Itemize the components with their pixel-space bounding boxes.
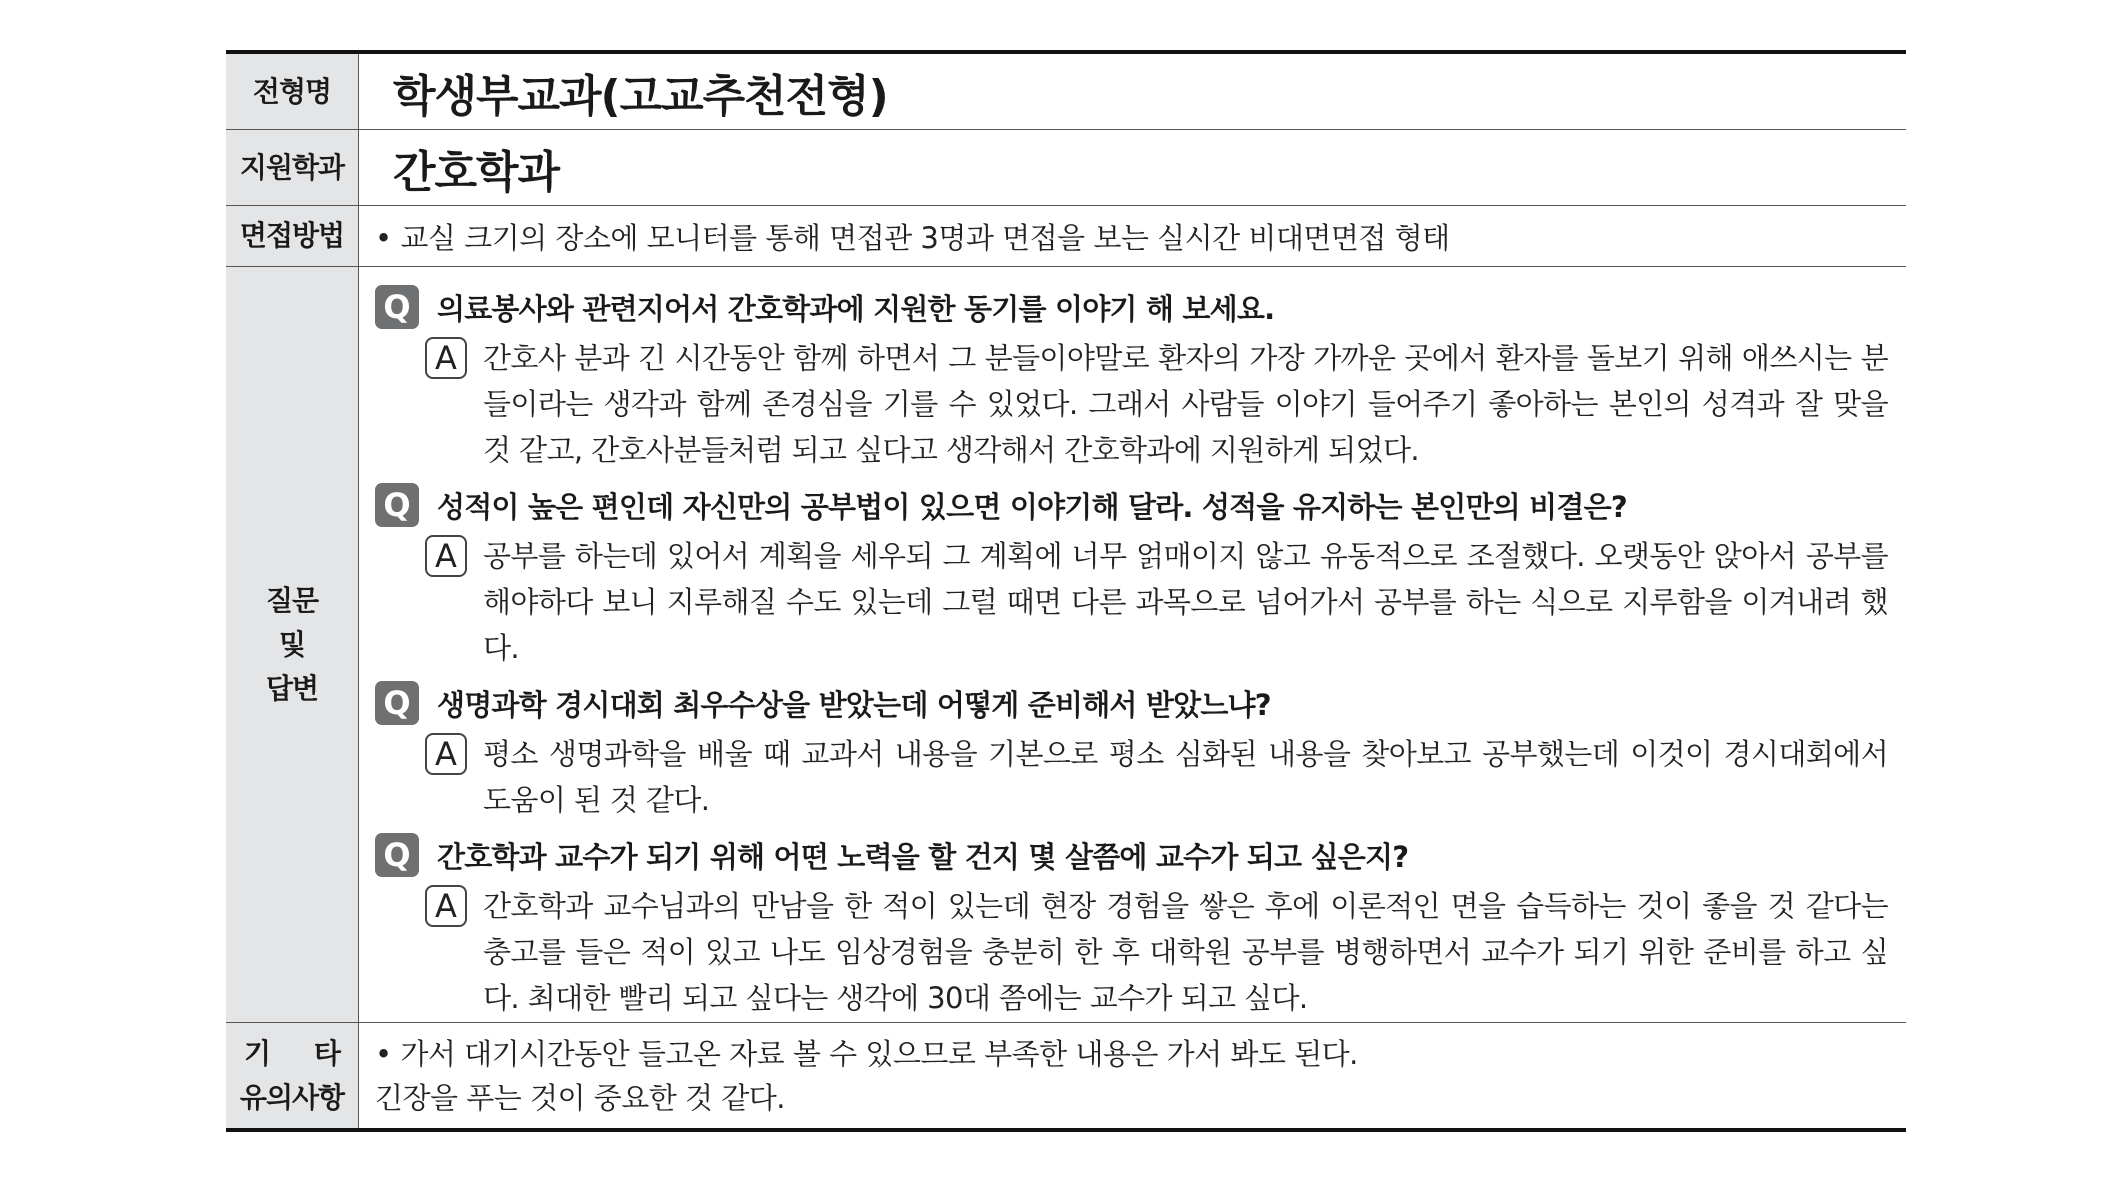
label-qa-line: 답변 [265, 671, 319, 705]
label-department: 지원학과 [226, 130, 359, 205]
label-other-line2: 유의사항 [239, 1080, 345, 1114]
label-qa-line: 및 [278, 627, 306, 661]
question-item [375, 681, 1888, 725]
answer-icon: A [425, 535, 467, 577]
question-text: 간호학과 교수가 되기 위해 어떤 노력을 할 건지 몇 살쯤에 교수가 되고 싶은지? [437, 839, 1409, 874]
other-notes-cell [359, 1023, 1906, 1128]
question-text: 생명과학 경시대회 최우수상을 받았는데 어떻게 준비해서 받았느냐? [437, 687, 1271, 722]
question-text: 성적이 높은 편인데 자신만의 공부법이 있으면 이야기해 달라. 성적을 유지하는 본인만의 비결은? [437, 489, 1627, 524]
row-interview-method [226, 206, 1906, 267]
label-other-line1: 기 타 [244, 1036, 340, 1070]
admission-type-value: 학생부교과(고교추천전형) [393, 70, 888, 122]
qa-cell [359, 267, 1906, 1022]
question-icon: Q [375, 483, 419, 527]
answer-text: 간호학과 교수님과의 만남을 한 적이 있는데 현장 경험을 쌓은 후에 이론적인 면을 습득하는 것이 좋을 것 같다는 충고를 들은 적이 있고 나도 임상경험을 충분히 한 후 대학원 공부를 병행하면서 교수가 되기 위한 준비를 하고 싶다. 최대한 빨리 되고 싶다는 생각에 30대 쯤에는 교수가 되고 싶다. [483, 889, 1888, 1015]
row-questions-answers [226, 267, 1906, 1023]
label-questions-answers [226, 267, 359, 1022]
question-item [375, 285, 1888, 329]
answer-icon: A [425, 885, 467, 927]
answer-text: 평소 생명과학을 배울 때 교과서 내용을 기본으로 평소 심화된 내용을 찾아보고 공부했는데 이것이 경시대회에서 도움이 된 것 같다. [483, 737, 1888, 817]
other-note-line: 긴장을 푸는 것이 중요한 것 같다. [375, 1080, 785, 1115]
question-icon: Q [375, 833, 419, 877]
admission-type-cell [359, 54, 1906, 129]
department-cell [359, 130, 1906, 205]
label-interview-method: 면접방법 [226, 206, 359, 266]
question-item [375, 483, 1888, 527]
row-admission-type [226, 54, 1906, 130]
label-other-notes [226, 1023, 359, 1128]
row-other-notes [226, 1023, 1906, 1128]
question-icon: Q [375, 285, 419, 329]
answer-icon: A [425, 733, 467, 775]
question-icon: Q [375, 681, 419, 725]
row-department [226, 130, 1906, 206]
answer-item [425, 533, 1888, 671]
answer-item [425, 731, 1888, 823]
answer-item [425, 883, 1888, 1021]
question-text: 의료봉사와 관련지어서 간호학과에 지원한 동기를 이야기 해 보세요. [437, 291, 1275, 326]
answer-icon: A [425, 337, 467, 379]
answer-text: 간호사 분과 긴 시간동안 함께 하면서 그 분들이야말로 환자의 가장 가까운 곳에서 환자를 돌보기 위해 애쓰시는 분들이라는 생각과 함께 존경심을 기를 수 있었다. 그래서 사람들 이야기 들어주기 좋아하는 본인의 성격과 잘 맞을 것 같고, 간호사분들처럼 되고 싶다고 생각해서 간호학과에 지원하게 되었다. [483, 341, 1888, 467]
question-item [375, 833, 1888, 877]
label-admission-type: 전형명 [226, 54, 359, 129]
department-value: 간호학과 [393, 146, 560, 198]
answer-item [425, 335, 1888, 473]
label-qa-line: 질문 [265, 583, 319, 617]
other-note-line: • 가서 대기시간동안 들고온 자료 볼 수 있으므로 부족한 내용은 가서 봐도 된다. [375, 1036, 1358, 1071]
answer-text: 공부를 하는데 있어서 계획을 세우되 그 계획에 너무 얽매이지 않고 유동적으로 조절했다. 오랫동안 앉아서 공부를 해야하다 보니 지루해질 수도 있는데 그럴 때면 다른 과목으로 넘어가서 공부를 하는 식으로 지루함을 이겨내려 했다. [483, 539, 1888, 665]
interview-method-cell [359, 206, 1906, 266]
interview-method-value: • 교실 크기의 장소에 모니터를 통해 면접관 3명과 면접을 보는 실시간 비대면면접 형태 [375, 220, 1450, 255]
interview-table [226, 50, 1906, 1132]
